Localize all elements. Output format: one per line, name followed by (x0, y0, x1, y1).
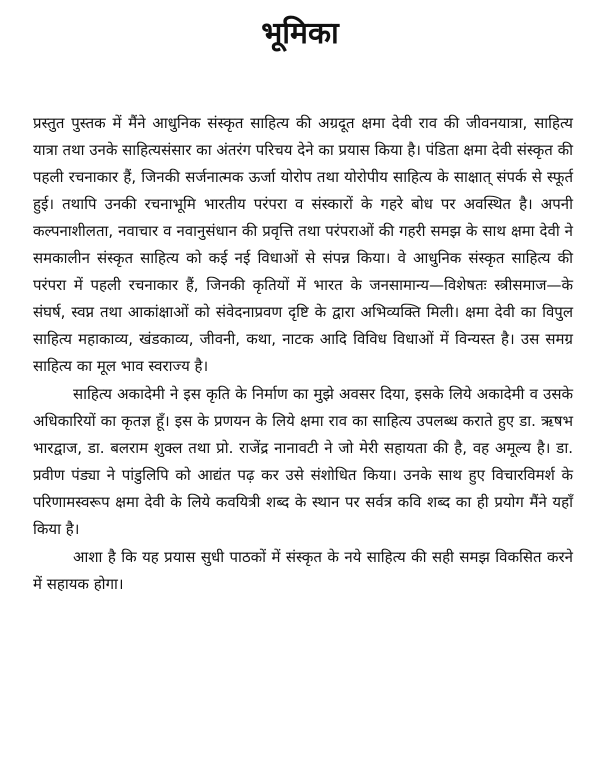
paragraph-acknowledgements: साहित्य अकादेमी ने इस कृति के निर्माण का मुझे अवसर दिया, इसके लिये अकादेमी व उसके अधिकारियों का कृतज्ञ हूँ। इस के प्रणयन के लिये क्षमा राव का साहित्य उपलब्ध कराते हुए डा. ऋषभ भारद्वाज, डा. बलराम शुक्ल तथा प्रो. राजेंद्र नानावटी ने जो मेरी सहायता की है, वह अमूल्य है। डा. प्रवीण पंड्या ने पांडुलिपि को आद्यंत पढ़ कर उसे संशोधित किया। उनके साथ हुए विचारविमर्श के परिणामस्वरूप क्षमा देवी के लिये कवयित्री शब्द के स्थान पर सर्वत्र कवि शब्द का ही प्रयोग मैंने यहाँ किया है। (33, 385, 573, 538)
paragraph-closing: आशा है कि यह प्रयास सुधी पाठकों में संस्कृत के नये साहित्य की सही समझ विकसित करने में सहायक होगा। (33, 548, 573, 593)
body-text (33, 110, 573, 599)
page-title: भूमिका (261, 16, 339, 51)
paragraph-intro: प्रस्तुत पुस्तक में मैंने आधुनिक संस्कृत साहित्य की अग्रदूत क्षमा देवी राव की जीवनयात्रा, साहित्य यात्रा तथा उनके साहित्यसंसार का अंतरंग परिचय देने का प्रयास किया है। पंडिता क्षमा देवी संस्कृत की पहली रचनाकार हैं, जिनकी सर्जनात्मक ऊर्जा योरोप तथा योरोपीय साहित्य के साक्षात् संपर्क से स्फूर्त हुई। तथापि उनकी रचनाभूमि भारतीय परंपरा व संस्कारों के गहरे बोध पर अवस्थित है। अपनी कल्पनाशीलता, नवाचार व नवानुसंधान की प्रवृत्ति तथा परंपराओं की गहरी समझ के साथ क्षमा देवी ने समकालीन संस्कृत साहित्य को कई नई विधाओं से संपन्न किया। वे आधुनिक संस्कृत साहित्य की परंपरा में पहली रचनाकार हैं, जिनकी कृतियों में भारत के जनसामान्य—विशेषतः स्त्रीसमाज—के संघर्ष, स्वप्न तथा आकांक्षाओं को संवेदनाप्रवण दृष्टि के द्वारा अभिव्यक्ति मिली। क्षमा देवी का विपुल साहित्य महाकाव्य, खंडकाव्य, जीवनी, कथा, नाटक आदि विविध विधाओं में विन्यस्त है। उस समग्र साहित्य का मूल भाव स्वराज्य है। (33, 114, 573, 375)
